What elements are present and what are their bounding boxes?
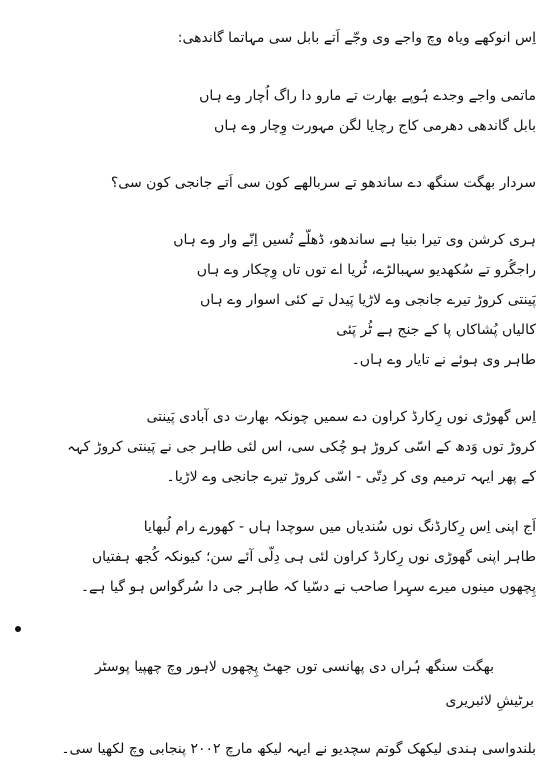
text-line: اِس گھوڑی نوں رِکارڈ کراون دے سمیں چونکہ بھارت دی آبادی پَینتی [146, 409, 536, 425]
text-line: ماتمی واجے وجدے ہُوپے بھارت تے مارو دا راگ اُچار وے ہاں [199, 88, 536, 104]
footer-line: بلندواسی ہندی لیکھک گوتم سچدیو نے ایہہ لیکھ مارچ ۲۰۰۲ پنجابی وچ لکھیا سی۔ [61, 741, 536, 757]
text-line: اَج اپنی اِس رِکارڈنگ نوں سُندیاں میں سوچدا ہاں - کھورے رام لُبھایا [143, 519, 536, 535]
text-line: کروڑ توں وَدھ کے اسّی کروڑ ہو چُکی سی، اس لئی طاہر جی نے پَینتی کروڑ کہہ [67, 439, 536, 455]
credit-line: برٹیشِ لائبریری [445, 693, 534, 709]
text-line: بابل گاندھی دھرمی کاج رچایا لگن مہورت وِچار وے ہاں [214, 118, 536, 134]
text-line: طاہر اپنی گھوڑی نوں رِکارڈ کراون لئی ہی دِلّی آئے سن؛ کیونکہ کُجھ ہفتیاں [91, 549, 536, 565]
text-line: اِس انوکھے ویاہ وچ واجے وی وجّے اَتے بابل سی مہاتما گاندھی: [177, 30, 536, 46]
text-line: طاہر وی ہوئے نے تایار وے ہاں۔ [351, 352, 536, 368]
text-line: سردار بھگت سنگھ دے ساندھو تے سربالھے کون سی اَتے جانجی کون سی؟ [110, 175, 536, 191]
text-line: راجگُرو تے سُکھدیو سہبالڑے، ٹُریا اے توں تاں وِچکار وے ہاں [196, 262, 536, 278]
bullet-dot [15, 626, 21, 632]
text-line: ہری کرشن وی تیرا بنیا ہے ساندھو، ڈھلّے تُسیں اِنّے وار وے ہاں [173, 232, 536, 248]
text-line: پِچھوں مینوں میرے سہِرا صاحب نے دسّیا کہ طاہر جی دا سُرگواس ہو گیا ہے۔ [80, 579, 536, 595]
text-line: پَینتی کروڑ تیرے جانجی وے لاڑیا پَیدل تے کئی اسوار وے ہاں [199, 292, 536, 308]
caption-line: بھگت سنگھ ہُراں دی پھانسی توں جھٹ پِچھوں لاہور وچ چھپیا پوسٹر [94, 659, 494, 675]
text-line: کالیاں پُشاکاں پا کے جنج ہے ٹُر پَئی [336, 322, 536, 338]
text-line: کے پھر ایہہ ترمیم وی کر دِتّی - اسّی کروڑ تیرے جانجی وے لاڑیا۔ [166, 469, 536, 485]
